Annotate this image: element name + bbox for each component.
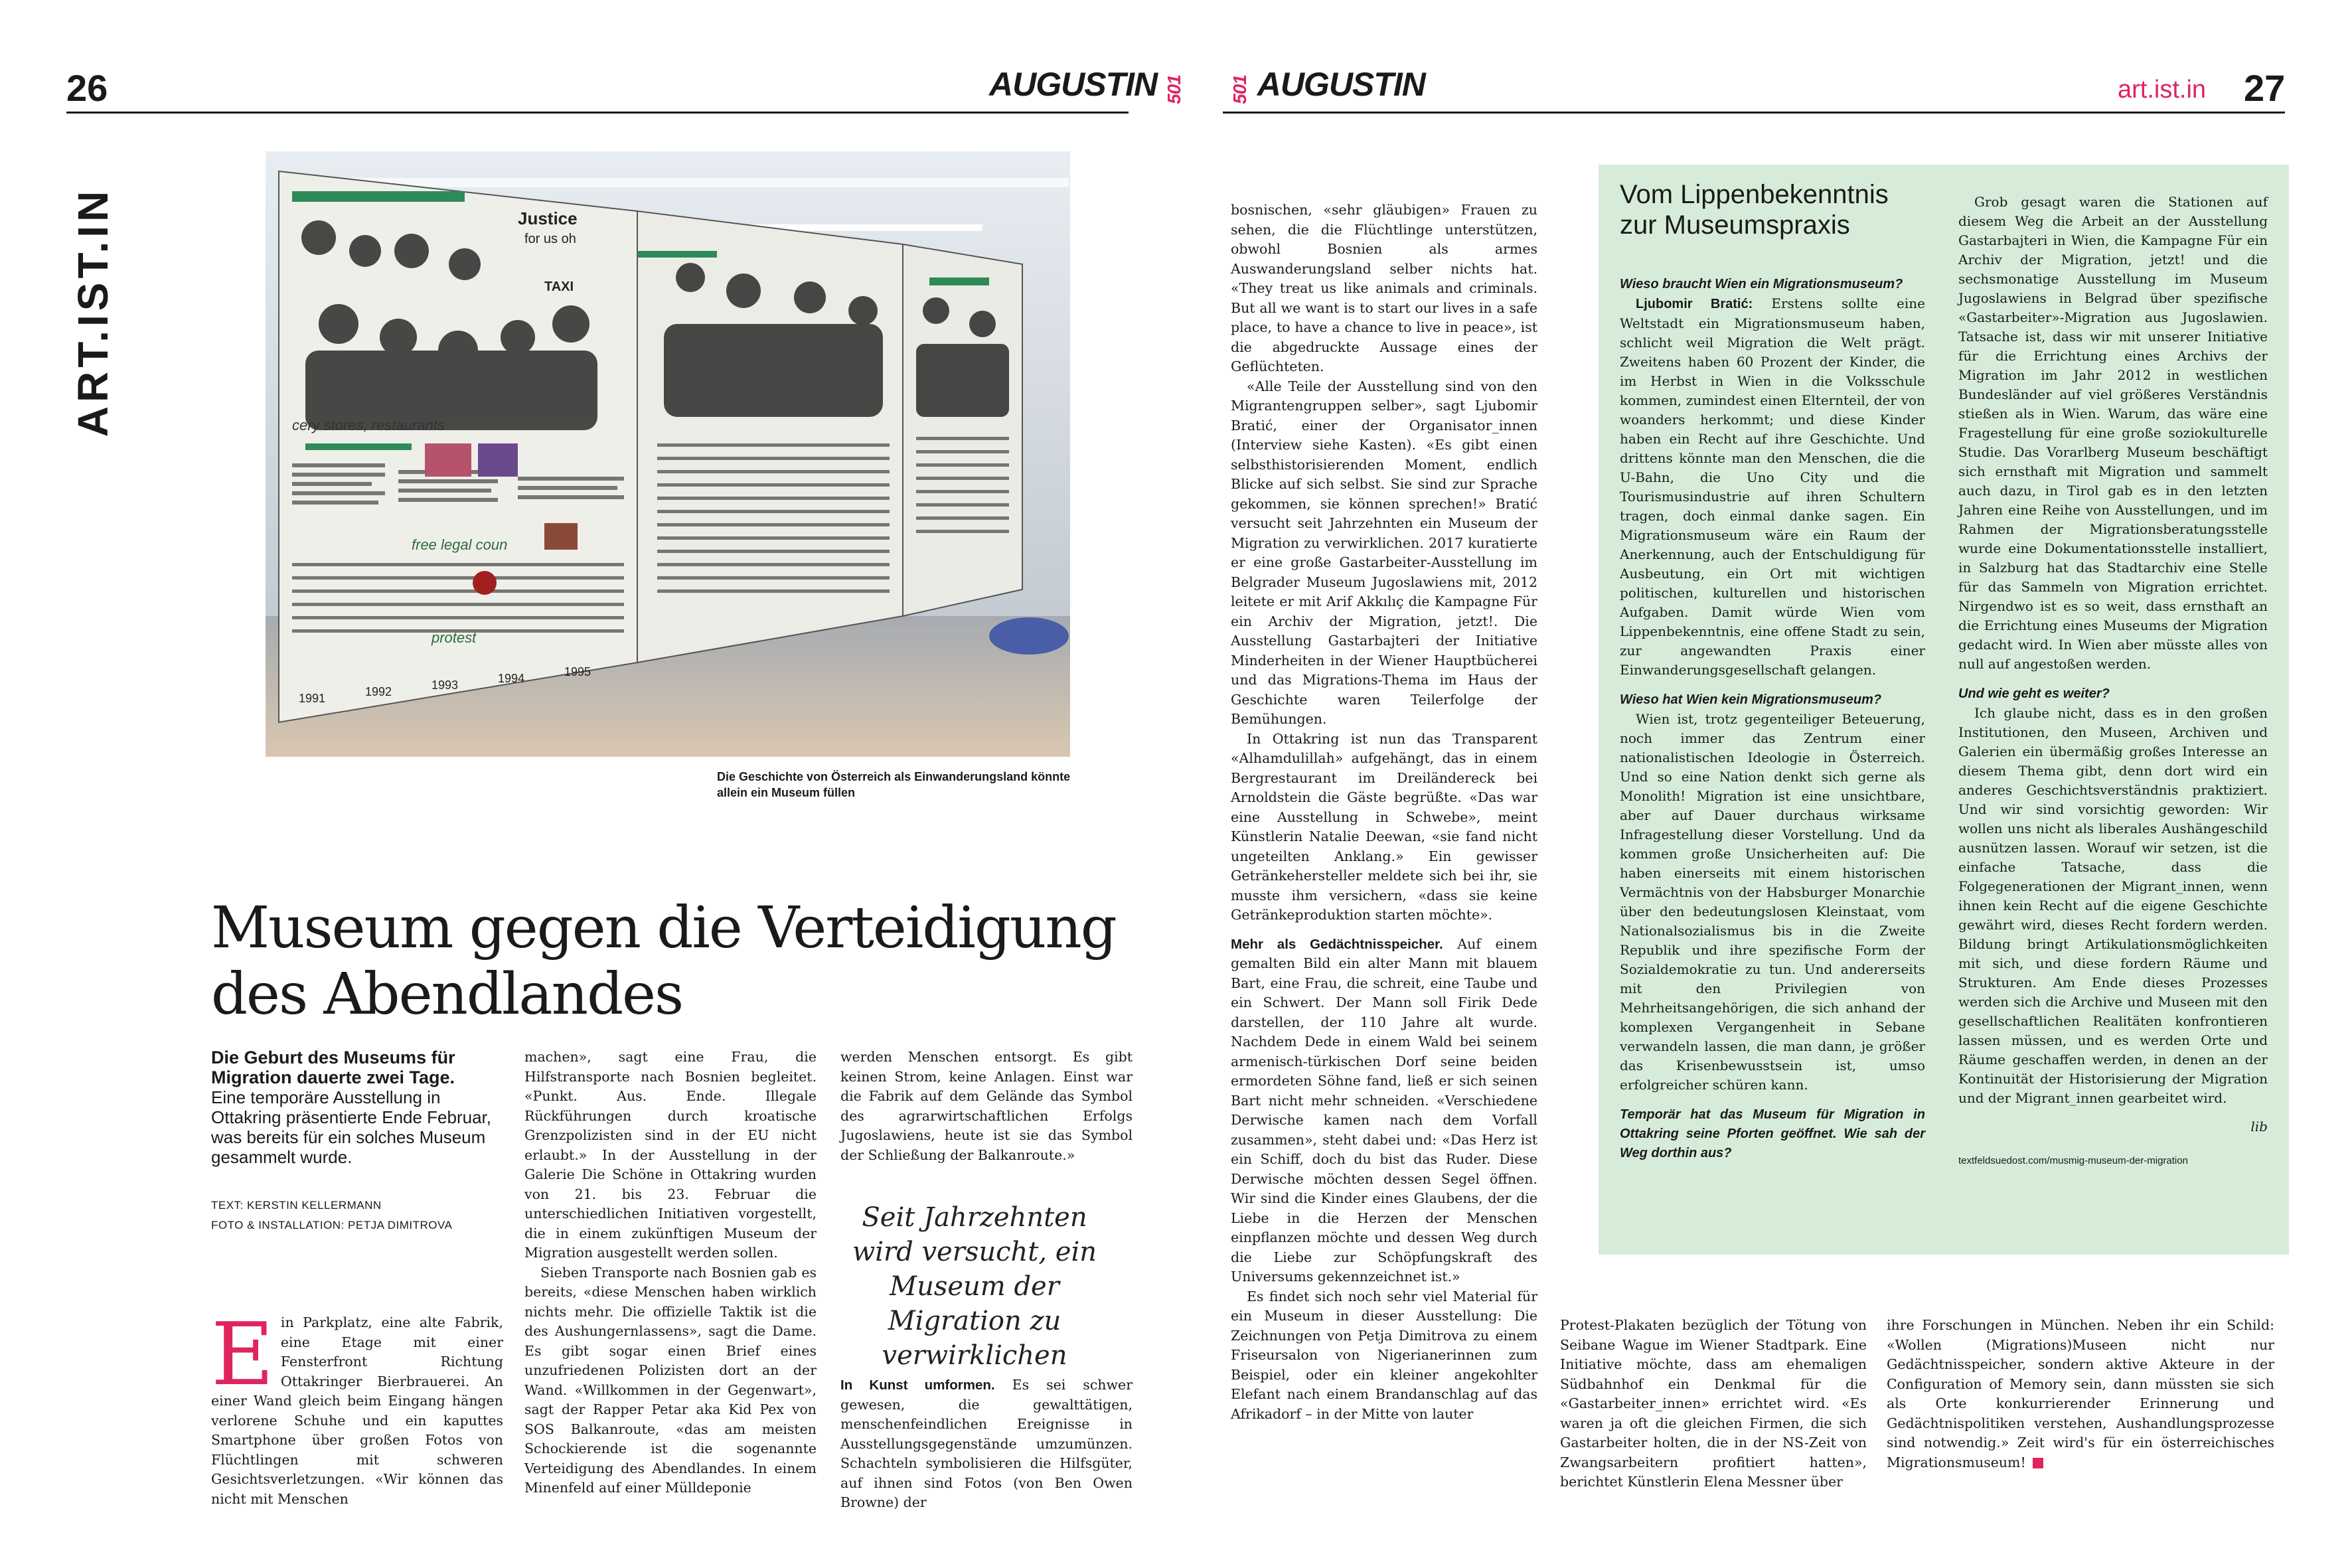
timeline-1995: 1995 (564, 665, 591, 678)
column-4-paragraph-1: bosnischen, «sehr gläubigen» Frauen zu sehen, die die Flüchtlinge unterstützen, obwohl Bosnien als armes Auswanderungsland selber nichts hat. «They treat us like animals and criminals. But all we want is to start our lives in a safe place, to have a chance to live in peace», ist die abgedruckte Aussage eines der Geflüchteten. (1231, 202, 1537, 374)
section-rail (66, 153, 119, 471)
page-number-left: 26 (66, 67, 108, 109)
column-4-paragraph-5: Es findet sich noch sehr viel Material für ein Museum in dieser Ausstellung: Die Zeichnungen von Petja Dimitrova zu einem Friseursalon von Nigerianerinnen zum Beispiel, oder ein kleiner angekohlter Elefant nach einem Brandanschlag auf das Afrikadorf – in der Mitte von lauter (1231, 1288, 1537, 1422)
panel-text-stores: cery stores, restaurants (292, 417, 445, 433)
column-4-paragraph-2: «Alle Teile der Ausstellung sind von den Migrantengruppen selber», sagt Ljubomir Bratić, einer der Organisator_innen (Interview siehe Kasten). «Es gibt einen selbsthistorisierenden Moment, endlich Blicke auf sich selbst. Sie sind zur Sprache gekommen, sie können sprechen!» Bratić versucht seit Jahrzehnten ein Museum der Migration zu verwirklichen. 2017 kuratierte er eine große Gastarbeiter-Ausstellung im Belgrader Museum Jugoslawiens mit, 2012 leitete er mit Arif Akkılıç die Kampagne Für ein Archiv der Migration, jetzt!. Die Ausstellung Gastarbajteri der Initiative Minderheiten in der Wiener Hauptbücherei und das Migrations-Thema im Haus der Geschichte waren Teilerfolge der Bemühungen. (1231, 378, 1537, 727)
masthead-left (989, 65, 1192, 104)
interview-answer-3: Grob gesagt waren die Stationen auf diesem Weg die Arbeit an der Ausstellung Gastarbajteri in Wien, die Kampagne Für ein Archiv der Migration, jetzt! und die sechsmonatige Ausstellung im Museum Jugoslawiens in Belgrad über spezifische «Gastarbeiter»-Migration aus Jugoslawien. Tatsache ist, dass wir mit unserer Initiative für die Errichtung eines Archivs der Migration im Jahr 2012 in westlichen Bundesländer auf viel größeres Verständnis stießen als in Wien. Warum, das wäre eine Fragestellung für eine große soziokulturelle Studie. Das Vorarlberg Museum beschäftigt sich ernsthaft mit Migration und sammelt auch dazu, in Tirol gab es in den letzten Jahren eine Reihe von Ausstellungen, und im Rahmen der Migrationsberatungsstelle wurde eine Dokumentationsstelle installiert, in Salzburg hat das Stadtarchiv eine Stelle für das Sammeln von Migration errichtet. Nirgendwo ist es so weit, dass ernsthaft an die Errichtung eines Museums der Migration gedacht wird. In Wien aber müsste alles von null auf angestoßen werden. (1958, 194, 2268, 672)
end-mark-icon (2033, 1458, 2043, 1468)
interview-question-2: Wieso hat Wien kein Migrationsmuseum? (1620, 692, 1882, 707)
article-column-1 (211, 1304, 503, 1509)
masthead-logo-right: AUGUSTIN (1257, 66, 1425, 103)
top-rule-left (66, 112, 1129, 114)
interviewee-name: Ljubomir Bratić: (1636, 297, 1753, 311)
timeline-1994: 1994 (498, 672, 525, 685)
article-column-3-lower (840, 1375, 1133, 1513)
issue-number: 501 (1163, 75, 1184, 104)
subhead-kunst: In Kunst umformen. (840, 1377, 995, 1393)
exhibition-photo (266, 151, 1070, 757)
column-4-paragraph-3: In Ottakring ist nun das Transparent «Alhamdulillah» aufgehängt, das in einem Bergrestaurant im Dreiländereck bei Arnoldstein die Gäste begrüßte. «Das war eine Ausstellung in Schwebe», meint Künstlerin Natalie Deewan, «sie fand nicht ungeteilten Anklang.» Ein gewisser Getränkehersteller meldete sich bei ihr, sie musste ihm versichern, «dass sie keine Getränkeproduktion starten möchte». (1231, 730, 1537, 923)
column-1-text: in Parkplatz, eine alte Fabrik, eine Etage mit einer Fensterfront Richtung Ottakringer Bierbrauerei. An einer Wand gleich beim Eingang hängen verlorene Schuhe und ein kaputtes Smartphone über großen Fotos von Flüchtlingen mit schweren Gesichtsverletzungen. «Wir können das nicht mit Menschen (211, 1314, 503, 1507)
drop-cap: E (211, 1304, 274, 1405)
panel-text-justice: Justice (518, 208, 578, 228)
panel-text-for-us: for us oh (524, 232, 576, 246)
column-2-paragraph-1: machen», sagt eine Frau, die Hilfstransporte nach Bosnien begleitet. «Punkt. Aus. Ende. Illegale Rückführungen durch kroatische Grenzpolizisten sind in der EU nicht erlaubt.» In der Ausstellung in der Galerie Die Schöne in Ottakring wurden von 21. bis 23. Februar die unterschiedlichen Initiativen vorgestellt, die in einem zukünftigen Museum der Migration ausgestellt werden sollen. (524, 1049, 817, 1261)
pull-quote: Seit Jahrzehnten wird versucht, ein Museum der Migration zu verwirklichen (852, 1202, 1097, 1371)
article-deck (211, 1048, 503, 1167)
photo-caption: Die Geschichte von Österreich als Einwanderungsland könnte allein ein Museum füllen (717, 770, 1071, 799)
article-headline: Museum gegen die Verteidigung des Abendlandes (211, 894, 1116, 1028)
panel-text-taxi: TAXI (544, 279, 574, 294)
panel-text-protest: protest (431, 629, 477, 646)
credit-photo: FOTO & INSTALLATION: PETJA DIMITROVA (211, 1219, 453, 1231)
timeline-1993: 1993 (431, 678, 459, 692)
article-column-3 (840, 1048, 1133, 1165)
interview-answer-1: Erstens sollte eine Weltstadt ein Migrationsmuseum haben, schlicht weil Migration die Welt prägt. Zweitens haben 60 Prozent der Kinder, die im Herbst in Wien in die Volksschule kommen, zumindest einen Elternteil, der von woanders herkommt; und diese Kinder haben ein Recht auf ihre Geschichte. Und drittens könnte man den Menschen, die die U-Bahn, die Uno City und die Tourismusindustrie auf ihren Schultern tragen, doch einmal danke sagen. Ein Migrationsmuseum wäre ein Raum der Anerkennung, auch der Entschuldigung für Ausbeutung, ein Ort mit wichtigen politischen, kulturellen und historischen Aufgaben. Damit würde Wien vom Lippenbekenntnis, eine offene Stadt zu sein, zur angewandten Praxis einer Einwanderungsgesellschaft gelangen. (1620, 295, 1925, 678)
column-4-paragraph-4: Auf einem gemalten Bild ein alter Mann mit blauem Bart, eine Frau, die schreit, eine Taube und ein Schwert. Der Mann soll Firik Dede darstellen, der 110 Jahre alt wurde. Nachdem Dede in einem Wald bei seinem armenisch-türkischen Dorf seine beiden ermordeten Söhne fand, ließ er sich seinen Bart nicht mehr schneiden. «Verschiedene Derwische kamen nach dem Vorfall zusammen», steht dabei und: «Das Herz ist ein Schiff, doch du bist das Ruder. Diese Derwische möchten dessen Segel öffnen. Wir sind die Kinder eines Glaubens, der die Liebe in die Herzen der Menschen einpflanzen möchte und dessen Weg durch die Liebe zur Schöpfungskraft des Universums gekennzeichnet ist.» (1231, 935, 1537, 1285)
article-column-6 (1887, 1316, 2274, 1472)
exhibition-photo-image (266, 151, 1070, 757)
masthead-right (1223, 65, 1425, 104)
interview-question-4: Und wie geht es weiter? (1958, 686, 2110, 701)
top-rule-right (1223, 112, 2285, 114)
article-column-2 (524, 1048, 817, 1498)
section-link: art.ist.in (2118, 76, 2207, 104)
interview-column-2 (1958, 193, 2268, 1170)
interview-answer-4: Ich glaube nicht, dass es in den großen Institutionen, den Museen, Archiven und Galerien ein übermäßig großes Interesse an diesem Thema gibt, denn dort wird ein anderes Geschichtsverständnis praktiziert. Und wir sind vorsichtig geworden: Wir wollen uns nicht als liberales Aushängeschild ausnützen lassen. Worauf wir setzen, ist die einfache Tatsache, dass die Folgegenerationen der Migrant_innen, wenn ihnen kein Recht auf die eigene Geschichte gewährt wird, dieses Recht fordern werden. Bildung bringt Artikulationsmöglichkeiten mit sich, und diese fordern Räume und Strukturen. Am Ende dieses Prozesses werden sich die Archive und Museen mit den gesellschaftlichen Realitäten konfrontieren lassen müssen, und es werden Orte und Räume geschaffen werden, in denen an der Kontinuität der Historisierung der Migration und der Migrant_innen gearbeitet wird. (1958, 705, 2268, 1106)
masthead-logo: AUGUSTIN (989, 66, 1158, 103)
subhead-gedaechtnis: Mehr als Gedächtnisspeicher. (1231, 936, 1443, 952)
interview-column-1 (1620, 275, 1925, 1163)
credit-text: TEXT: KERSTIN KELLERMANN (211, 1199, 382, 1212)
column-6-text: ihre Forschungen in München. Neben ihr ein Schild: «Wollen (Migrations)Museen nicht nur Gedächtnisspeicher, sondern aktive Akteure in der Configuration of Memory sein, dann müssten sie sich als Orte konkurrierender Erinnerung und Gedächtnispolitiken verstehen, Aushandlungsprozesse sind notwendig.» Zeit wird's für ein österreichisches Migrationsmuseum! (1887, 1317, 2274, 1470)
interview-url: textfeldsuedost.com/musmig-museum-der-migration (1958, 1155, 2188, 1166)
issue-number-right: 501 (1229, 75, 1250, 104)
column-3-paragraph-2: Es sei schwer gewesen, die gewalttätigen, menschenfeindlichen Ereignisse in Ausstellungsgegenstände umzumünzen. Schachteln symbolisieren die Hilfsgüter, auf ihnen sind Fotos (von Ben Owen Browne) der (840, 1377, 1133, 1510)
article-column-5 (1560, 1316, 1867, 1492)
timeline-1992: 1992 (365, 685, 392, 698)
deck-text: Eine temporäre Ausstellung in Ottakring präsentierte Ende Februar, was bereits für ein solches Museum gesammelt wurde. (211, 1087, 492, 1167)
column-2-paragraph-2: Sieben Transporte nach Bosnien gab es bereits, «diese Menschen haben wirklich nichts mehr. Die offizielle Taktik ist die des Aushungernlassens», sagt die Dame. Es gibt sogar einen Brief eines unzufriedenen Polizisten dort an der Wand. «Willkommen in der Gegenwart», sagt der Rapper Petar aka Kid Pex von SOS Balkanroute, «das am meisten Schockierende ist die sogenannte Verteidigung des Abendlandes. In einem Minenfeld auf einer Mülldeponie (524, 1264, 817, 1496)
page-number-right: 27 (2244, 67, 2286, 109)
interview-question-3: Temporär hat das Museum für Migration in Ottakring seine Pforten geöffnet. Wie sah der Weg dorthin aus? (1620, 1107, 1925, 1160)
article-column-4 (1231, 200, 1537, 1424)
interview-signature: lib (2250, 1119, 2268, 1135)
section-rail-label: ART.IST.IN (69, 187, 117, 437)
interview-title: Vom Lippenbekenntnis zur Museumspraxis (1620, 180, 1889, 240)
timeline-1991: 1991 (299, 692, 326, 705)
panel-text-legal: free legal coun (412, 536, 508, 553)
deck-bold: Die Geburt des Museums für Migration dauerte zwei Tage. (211, 1048, 455, 1087)
column-5-text: Protest-Plakaten bezüglich der Tötung von Seibane Wague im Wiener Stadtpark. Eine Initiative möchte, dass am ehemaligen Südbahnhof ein Denkmal für die «Gastarbeiter_innen» errichtet wird. «Es waren ja oft die gleichen Firmen, die sich Gastarbeiter holten, die in der NS-Zeit von Zwangsarbeitern profitiert hatten», berichtet Künstlerin Elena Messner über (1560, 1317, 1867, 1490)
column-3-paragraph-1: werden Menschen entsorgt. Es gibt keinen Strom, keine Anlagen. Einst war die Fabrik auf dem Gelände das Symbol des agrarwirtschaftlichen Erfolgs Jugoslawiens, heute ist sie das Symbol der Schließung der Balkanroute.» (840, 1049, 1133, 1163)
interview-answer-2: Wien ist, trotz gegenteiliger Beteuerung, noch immer das Zentrum einer nationalistischen Ideologie in Österreich. Und so eine Nation denkt sich gerne als Monolith! Migration ist eine unsichtbare, aber auf Dauer durchaus wirksame Infragestellung dieser Vorstellung. Und da kommen große Unsicherheiten auf: Die haben einerseits mit einem historischen Vermächtnis von der Habsburger Monarchie über den bedeutungslosen Kleinstaat, vom Nationalsozialismus bis in die Zweite Republik und ihre spezifische Form der Sozialdemokratie zu tun. Und andererseits mit den Privilegien von Mehrheitsangehörigen, die sich anhand der komplexen Vergangenheit in Sebane verwandeln lassen, die man dann, je größer das Krisenbewusstsein ist, umso erfolgreicher schüren kann. (1620, 711, 1925, 1093)
interview-question-1: Wieso braucht Wien ein Migrationsmuseum? (1620, 277, 1903, 291)
